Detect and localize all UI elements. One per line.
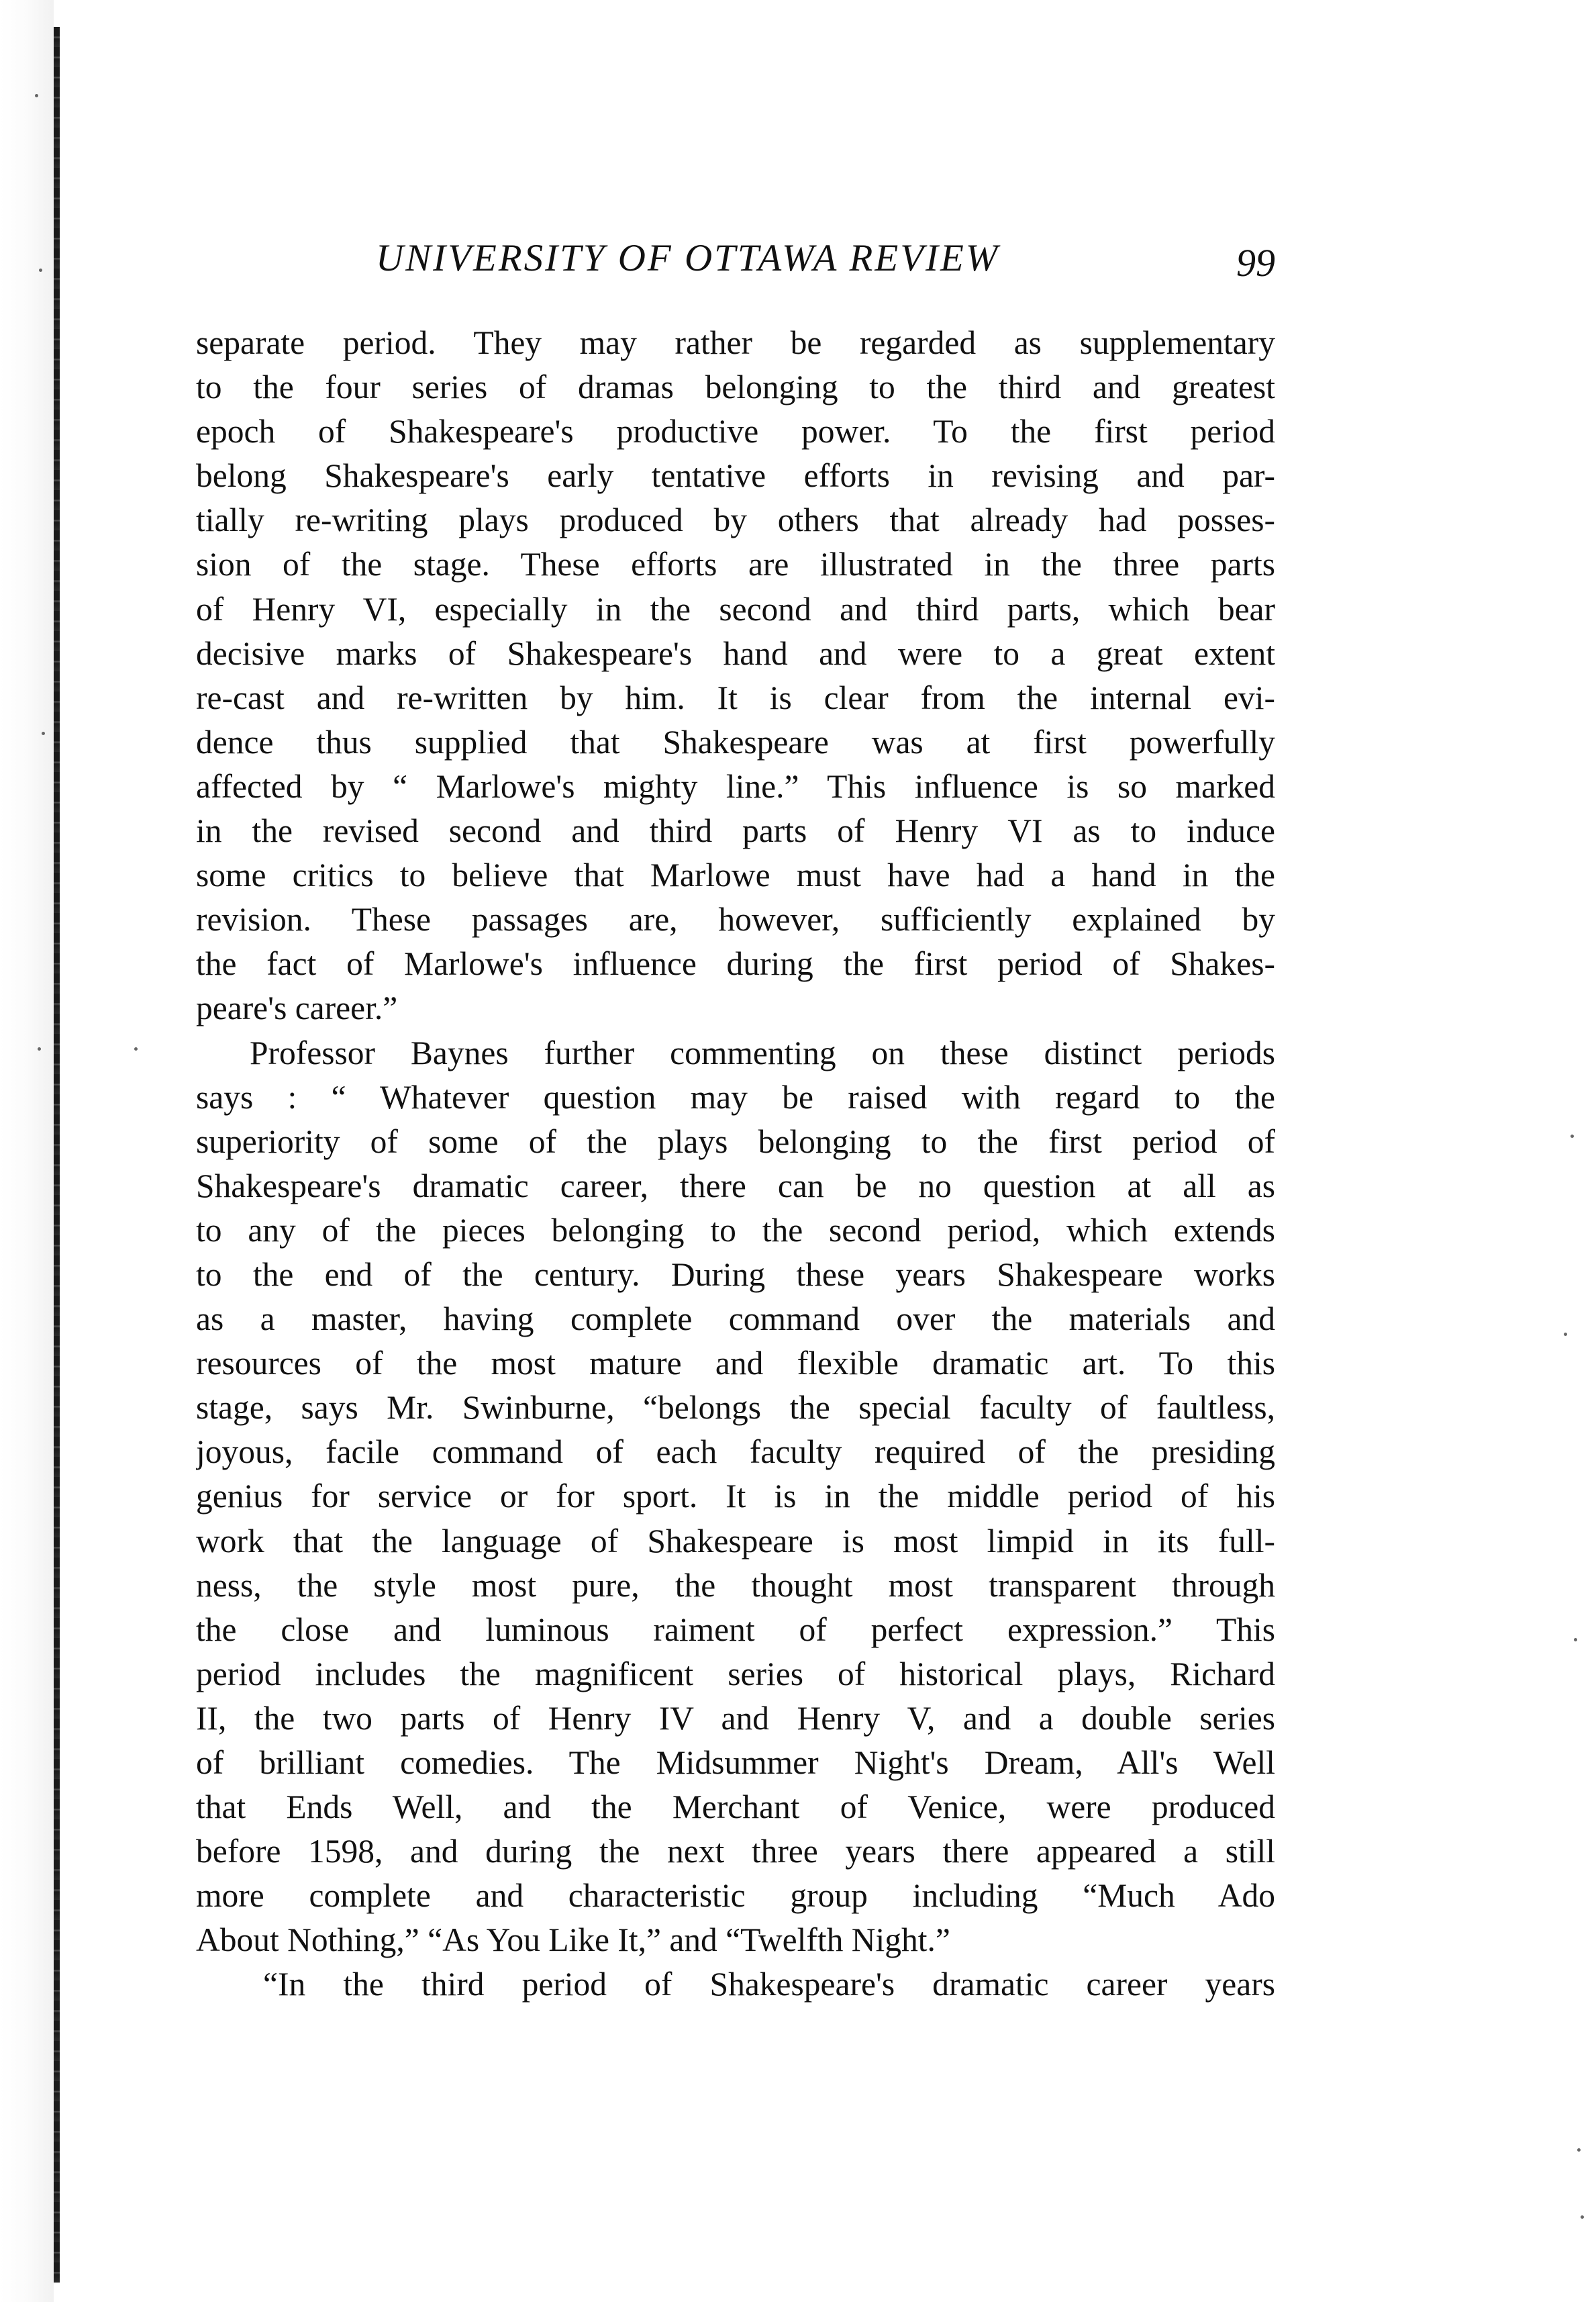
scan-speck [39, 269, 42, 272]
scan-speck [38, 1047, 41, 1051]
text-line: separate period. They may rather be regarded as supplementary [196, 324, 1275, 361]
text-line: “In the third period of Shakespeare's dramatic career years [263, 1966, 1275, 2003]
text-line: decisive marks of Shakespeare's hand and were to a great extent [196, 634, 1275, 672]
scan-speck [1564, 1333, 1567, 1336]
text-line: the close and luminous raiment of perfect expression.” This [196, 1611, 1275, 1648]
text-line: superiority of some of the plays belonging to the first period of [196, 1122, 1275, 1160]
text-line: revision. These passages are, however, sufficiently explained by [196, 901, 1275, 939]
text-line: to any of the pieces belonging to the second period, which extends [196, 1211, 1275, 1249]
body-text [196, 321, 1275, 2007]
page-binding-edge [54, 27, 60, 2283]
text-line: peare's career.” [196, 990, 398, 1027]
text-line: joyous, facile command of each faculty required of the presiding [196, 1433, 1275, 1471]
text-line: work that the language of Shakespeare is most limpid in its full- [196, 1522, 1275, 1560]
scan-speck [35, 94, 38, 97]
text-line: of Henry VI, especially in the second and third parts, which bear [196, 590, 1275, 628]
text-line: sion of the stage. These efforts are illustrated in the three parts [196, 546, 1275, 583]
text-line: before 1598, and during the next three years there appeared a still [196, 1833, 1275, 1870]
scan-speck [1581, 2215, 1584, 2219]
text-line: resources of the most mature and flexible dramatic art. To this [196, 1345, 1275, 1382]
text-line: the fact of Marlowe's influence during the first period of Shakes- [196, 945, 1275, 983]
text-line: re-cast and re-written by him. It is clear from the internal evi- [196, 679, 1275, 716]
text-line: genius for service or for sport. It is in the middle period of his [196, 1478, 1275, 1515]
scan-speck [134, 1047, 138, 1051]
text-line: of brilliant comedies. The Midsummer Night's Dream, All's Well [196, 1744, 1275, 1781]
page-number: 99 [1236, 241, 1275, 285]
text-line: dence thus supplied that Shakespeare was at first powerfully [196, 723, 1275, 761]
text-line: more complete and characteristic group including “Much Ado [196, 1877, 1275, 1915]
text-line: period includes the magnificent series of historical plays, Richard [196, 1655, 1275, 1692]
text-line: to the four series of dramas belonging to the third and greatest [196, 369, 1275, 406]
text-line: as a master, having complete command over the materials and [196, 1300, 1275, 1338]
running-head: UNIVERSITY OF OTTAWA REVIEW [376, 237, 1000, 279]
text-line: II, the two parts of Henry IV and Henry V, and a double series [196, 1699, 1275, 1737]
text-line: affected by “ Marlowe's mighty line.” This influence is so marked [196, 767, 1275, 805]
binding-shadow [0, 0, 54, 2302]
text-line: epoch of Shakespeare's productive power. To the first period [196, 413, 1275, 450]
scan-speck [42, 732, 45, 735]
text-line: some critics to believe that Marlowe must have had a hand in the [196, 857, 1275, 894]
text-line: to the end of the century. During these years Shakespeare works [196, 1255, 1275, 1293]
text-line: that Ends Well, and the Merchant of Venice, were produced [196, 1788, 1275, 1826]
text-line: tially re-writing plays produced by others that already had posses- [196, 501, 1275, 539]
text-line: Shakespeare's dramatic career, there can be no question at all as [196, 1167, 1275, 1204]
text-line: says : “ Whatever question may be raised with regard to the [196, 1078, 1275, 1116]
text-line: ness, the style most pure, the thought most transparent through [196, 1566, 1275, 1604]
page-header [195, 236, 1275, 290]
text-line: in the revised second and third parts of Henry VI as to induce [196, 812, 1275, 850]
text-line: Professor Baynes further commenting on these distinct periods [250, 1034, 1275, 1071]
scan-speck [1577, 2148, 1581, 2152]
text-line: About Nothing,” “As You Like It,” and “Twelfth Night.” [196, 1921, 950, 1959]
text-line: belong Shakespeare's early tentative efforts in revising and par- [196, 457, 1275, 495]
scan-speck [1570, 1135, 1574, 1138]
text-line: stage, says Mr. Swinburne, “belongs the special faculty of faultless, [196, 1389, 1275, 1427]
scan-speck [1574, 1638, 1577, 1641]
